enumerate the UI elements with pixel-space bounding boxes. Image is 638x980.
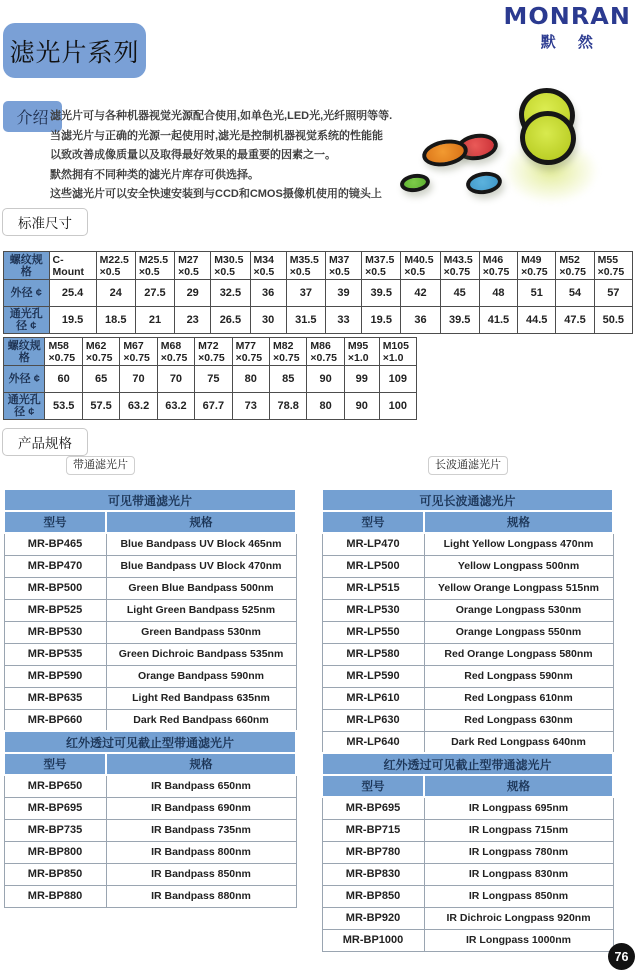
product-row [4, 775, 296, 797]
product-row [322, 863, 613, 885]
clear-aperture-cell: 23 [175, 307, 211, 334]
product-model: MR-BP635 [4, 687, 106, 709]
thread-spec-cell: M58 ×0.75 [45, 338, 82, 366]
product-row [322, 819, 613, 841]
product-model: MR-LP640 [322, 731, 424, 753]
row-label-outer-diameter: 外径 ¢ [4, 280, 50, 307]
section-title: 红外透过可见截止型带通滤光片 [322, 753, 613, 775]
product-row [322, 731, 613, 753]
product-spec-label: 产品规格 [2, 428, 88, 456]
clear-aperture-cell: 78.8 [270, 393, 307, 420]
product-model: MR-BP800 [4, 841, 106, 863]
col-header-model: 型号 [322, 775, 424, 797]
thread-spec-cell: M27 ×0.5 [175, 252, 211, 280]
product-model: MR-LP580 [322, 643, 424, 665]
product-model: MR-LP550 [322, 621, 424, 643]
thread-spec-cell: M37 ×0.5 [325, 252, 361, 280]
thread-spec-cell: M35.5 ×0.5 [286, 252, 325, 280]
product-spec: Orange Bandpass 590nm [106, 665, 296, 687]
outer-diameter-cell: 48 [479, 280, 517, 307]
product-model: MR-BP850 [322, 885, 424, 907]
product-model: MR-BP535 [4, 643, 106, 665]
thread-spec-cell: M86 ×0.75 [307, 338, 344, 366]
product-model: MR-BP465 [4, 533, 106, 555]
clear-aperture-cell: 36 [401, 307, 440, 334]
thread-size-table-1 [3, 251, 633, 334]
product-row [322, 709, 613, 731]
filter-blue-disc [465, 170, 504, 197]
product-model: MR-BP880 [4, 885, 106, 907]
product-spec: Green Bandpass 530nm [106, 621, 296, 643]
thread-spec-cell: M34 ×0.5 [250, 252, 286, 280]
col-header-spec: 规格 [424, 511, 613, 533]
outer-diameter-cell: 80 [232, 366, 269, 393]
product-row [322, 577, 613, 599]
product-row [4, 841, 296, 863]
thread-spec-cell: M95 ×1.0 [344, 338, 379, 366]
clear-aperture-cell: 19.5 [49, 307, 96, 334]
outer-diameter-cell: 75 [195, 366, 232, 393]
product-model: MR-LP530 [322, 599, 424, 621]
product-row [4, 665, 296, 687]
product-spec: IR Bandpass 690nm [106, 797, 296, 819]
product-model: MR-BP500 [4, 577, 106, 599]
product-spec: Orange Longpass 530nm [424, 599, 613, 621]
clear-aperture-cell: 50.5 [594, 307, 632, 334]
page-title: 滤光片系列 [3, 23, 146, 78]
product-row [4, 819, 296, 841]
product-spec: Red Longpass 610nm [424, 687, 613, 709]
product-spec: Blue Bandpass UV Block 470nm [106, 555, 296, 577]
clear-aperture-cell: 73 [232, 393, 269, 420]
outer-diameter-cell: 45 [440, 280, 479, 307]
brand-logo [503, 4, 631, 52]
product-row [322, 885, 613, 907]
intro-line: 滤光片可与各种机器视觉光源配合使用,如单色光,LED光,光纤照明等等. [50, 110, 393, 122]
product-spec: Red Orange Longpass 580nm [424, 643, 613, 665]
clear-aperture-cell: 67.7 [195, 393, 232, 420]
product-model: MR-LP470 [322, 533, 424, 555]
column-header-row [4, 511, 296, 533]
outer-diameter-cell: 42 [401, 280, 440, 307]
product-row [322, 643, 613, 665]
clear-aperture-cell: 53.5 [45, 393, 82, 420]
product-spec: IR Bandpass 850nm [106, 863, 296, 885]
product-row [4, 643, 296, 665]
col-header-model: 型号 [4, 511, 106, 533]
clear-aperture-cell: 30 [250, 307, 286, 334]
column-header-row [322, 775, 613, 797]
clear-aperture-cell: 100 [379, 393, 416, 420]
filter-green-disc [399, 172, 431, 194]
thread-spec-cell: M43.5 ×0.75 [440, 252, 479, 280]
col-header-model: 型号 [4, 753, 106, 775]
product-spec: Yellow Orange Longpass 515nm [424, 577, 613, 599]
outer-diameter-cell: 32.5 [211, 280, 250, 307]
product-row [4, 599, 296, 621]
product-spec: Red Longpass 630nm [424, 709, 613, 731]
column-header-row [4, 753, 296, 775]
table-row [4, 366, 417, 393]
product-row [322, 555, 613, 577]
product-spec: IR Longpass 715nm [424, 819, 613, 841]
product-row [4, 621, 296, 643]
product-model: MR-BP525 [4, 599, 106, 621]
clear-aperture-cell: 33 [325, 307, 361, 334]
product-row [322, 797, 613, 819]
product-row [322, 621, 613, 643]
col-header-model: 型号 [322, 511, 424, 533]
product-model: MR-BP830 [322, 863, 424, 885]
product-row [322, 907, 613, 929]
clear-aperture-cell: 57.5 [82, 393, 119, 420]
product-row [4, 687, 296, 709]
product-model: MR-BP530 [4, 621, 106, 643]
product-model: MR-BP1000 [322, 929, 424, 951]
filters-photo [385, 86, 630, 226]
standard-size-label: 标准尺寸 [2, 208, 88, 236]
page-number-badge: 76 [608, 943, 635, 970]
clear-aperture-cell: 26.5 [211, 307, 250, 334]
product-spec: Light Yellow Longpass 470nm [424, 533, 613, 555]
product-spec: IR Bandpass 880nm [106, 885, 296, 907]
product-spec: Green Blue Bandpass 500nm [106, 577, 296, 599]
clear-aperture-cell: 63.2 [157, 393, 194, 420]
table-row [4, 338, 417, 366]
row-label-clear-aperture: 通光孔径 ¢ [4, 307, 50, 334]
product-row [4, 555, 296, 577]
row-label-outer-diameter: 外径 ¢ [4, 366, 45, 393]
outer-diameter-cell: 29 [175, 280, 211, 307]
product-row [4, 885, 296, 907]
outer-diameter-cell: 99 [344, 366, 379, 393]
product-row [4, 797, 296, 819]
product-row [4, 863, 296, 885]
product-spec: IR Dichroic Longpass 920nm [424, 907, 613, 929]
clear-aperture-cell: 63.2 [120, 393, 157, 420]
thread-spec-cell: M77 ×0.75 [232, 338, 269, 366]
product-row [322, 687, 613, 709]
product-spec: IR Bandpass 650nm [106, 775, 296, 797]
product-spec: Light Green Bandpass 525nm [106, 599, 296, 621]
product-row [322, 533, 613, 555]
outer-diameter-cell: 51 [518, 280, 556, 307]
clear-aperture-cell: 44.5 [518, 307, 556, 334]
outer-diameter-cell: 54 [556, 280, 594, 307]
product-spec: Dark Red Longpass 640nm [424, 731, 613, 753]
longpass-tag-label: 长波通滤光片 [428, 456, 508, 475]
section-title: 可见长波通滤光片 [322, 489, 613, 511]
col-header-spec: 规格 [106, 753, 296, 775]
product-model: MR-LP515 [322, 577, 424, 599]
product-spec: IR Bandpass 735nm [106, 819, 296, 841]
product-model: MR-BP735 [4, 819, 106, 841]
outer-diameter-cell: 109 [379, 366, 416, 393]
product-model: MR-LP630 [322, 709, 424, 731]
brand-name: MONRAN [503, 4, 631, 30]
product-spec: Red Longpass 590nm [424, 665, 613, 687]
product-model: MR-BP470 [4, 555, 106, 577]
product-model: MR-BP695 [322, 797, 424, 819]
product-row [4, 577, 296, 599]
product-model: MR-BP660 [4, 709, 106, 731]
product-spec: Light Red Bandpass 635nm [106, 687, 296, 709]
thread-spec-cell: M67 ×0.75 [120, 338, 157, 366]
outer-diameter-cell: 27.5 [135, 280, 174, 307]
section-title-row [4, 731, 296, 753]
product-row [322, 841, 613, 863]
outer-diameter-cell: 37 [286, 280, 325, 307]
table-row [4, 307, 633, 334]
thread-spec-cell: M68 ×0.75 [157, 338, 194, 366]
clear-aperture-cell: 80 [307, 393, 344, 420]
product-model: MR-LP610 [322, 687, 424, 709]
brand-name-cn: 默 然 [540, 34, 602, 51]
product-row [4, 709, 296, 731]
product-model: MR-LP500 [322, 555, 424, 577]
thread-spec-cell: M49 ×0.75 [518, 252, 556, 280]
clear-aperture-cell: 90 [344, 393, 379, 420]
intro-line: 默然拥有不同种类的滤光片库存可供选择。 [50, 168, 259, 181]
thread-spec-cell: M37.5 ×0.5 [362, 252, 401, 280]
intro-line: 这些滤光片可以安全快速安装到与CCD和CMOS摄像机使用的镜头上 [50, 188, 382, 200]
outer-diameter-cell: 39 [325, 280, 361, 307]
thread-spec-cell: M46 ×0.75 [479, 252, 517, 280]
product-model: MR-BP590 [4, 665, 106, 687]
product-model: MR-LP590 [322, 665, 424, 687]
bandpass-filters-table [3, 488, 297, 908]
outer-diameter-cell: 70 [157, 366, 194, 393]
intro-line: 以致改善成像质量以及取得最好效果的最重要的因素之一。 [50, 149, 336, 161]
intro-section-label: 介绍 [3, 101, 62, 132]
product-model: MR-BP850 [4, 863, 106, 885]
outer-diameter-cell: 57 [594, 280, 632, 307]
longpass-filters-table [321, 488, 614, 952]
product-row [322, 665, 613, 687]
intro-text [50, 107, 392, 205]
product-spec: IR Longpass 695nm [424, 797, 613, 819]
bandpass-tag-label: 带通滤光片 [66, 456, 135, 475]
thread-spec-cell: M25.5 ×0.5 [135, 252, 174, 280]
thread-spec-cell: M40.5 ×0.5 [401, 252, 440, 280]
product-spec: Orange Longpass 550nm [424, 621, 613, 643]
thread-spec-cell: M62 ×0.75 [82, 338, 119, 366]
product-model: MR-BP715 [322, 819, 424, 841]
clear-aperture-cell: 31.5 [286, 307, 325, 334]
table-row [4, 280, 633, 307]
outer-diameter-cell: 25.4 [49, 280, 96, 307]
clear-aperture-cell: 18.5 [96, 307, 135, 334]
row-label-thread-spec: 螺纹规格 [4, 338, 45, 366]
clear-aperture-cell: 47.5 [556, 307, 594, 334]
product-model: MR-BP695 [4, 797, 106, 819]
outer-diameter-cell: 60 [45, 366, 82, 393]
section-title-row [4, 489, 296, 511]
clear-aperture-cell: 41.5 [479, 307, 517, 334]
thread-spec-cell: M22.5 ×0.5 [96, 252, 135, 280]
section-title-row [322, 753, 613, 775]
product-row [322, 929, 613, 951]
product-spec: IR Longpass 1000nm [424, 929, 613, 951]
product-row [4, 533, 296, 555]
thread-spec-cell: M30.5 ×0.5 [211, 252, 250, 280]
product-model: MR-BP650 [4, 775, 106, 797]
thread-spec-cell: M72 ×0.75 [195, 338, 232, 366]
section-title: 红外透过可见截止型带通滤光片 [4, 731, 296, 753]
clear-aperture-cell: 39.5 [440, 307, 479, 334]
outer-diameter-cell: 70 [120, 366, 157, 393]
outer-diameter-cell: 85 [270, 366, 307, 393]
product-spec: IR Bandpass 800nm [106, 841, 296, 863]
product-spec: Blue Bandpass UV Block 465nm [106, 533, 296, 555]
product-model: MR-BP780 [322, 841, 424, 863]
column-header-row [322, 511, 613, 533]
row-label-clear-aperture: 通光孔径 ¢ [4, 393, 45, 420]
product-spec: IR Longpass 830nm [424, 863, 613, 885]
outer-diameter-cell: 39.5 [362, 280, 401, 307]
product-spec: IR Longpass 850nm [424, 885, 613, 907]
outer-diameter-cell: 24 [96, 280, 135, 307]
table-row [4, 393, 417, 420]
col-header-spec: 规格 [106, 511, 296, 533]
section-title: 可见带通滤光片 [4, 489, 296, 511]
thread-spec-cell: M55 ×0.75 [594, 252, 632, 280]
product-spec: Yellow Longpass 500nm [424, 555, 613, 577]
thread-spec-cell: C-Mount [49, 252, 96, 280]
product-spec: Green Dichroic Bandpass 535nm [106, 643, 296, 665]
clear-aperture-cell: 19.5 [362, 307, 401, 334]
row-label-thread-spec: 螺纹规格 [4, 252, 50, 280]
thread-size-table-2 [3, 337, 417, 420]
outer-diameter-cell: 90 [307, 366, 344, 393]
thread-spec-cell: M82 ×0.75 [270, 338, 307, 366]
intro-line: 当滤光片与正确的光源一起使用时,滤光是控制机器视觉系统的性能能 [50, 129, 384, 142]
table-row [4, 252, 633, 280]
col-header-spec: 规格 [424, 775, 613, 797]
product-row [322, 599, 613, 621]
thread-spec-cell: M105 ×1.0 [379, 338, 416, 366]
outer-diameter-cell: 36 [250, 280, 286, 307]
product-spec: IR Longpass 780nm [424, 841, 613, 863]
clear-aperture-cell: 21 [135, 307, 174, 334]
thread-spec-cell: M52 ×0.75 [556, 252, 594, 280]
product-spec: Dark Red Bandpass 660nm [106, 709, 296, 731]
product-model: MR-BP920 [322, 907, 424, 929]
outer-diameter-cell: 65 [82, 366, 119, 393]
section-title-row [322, 489, 613, 511]
